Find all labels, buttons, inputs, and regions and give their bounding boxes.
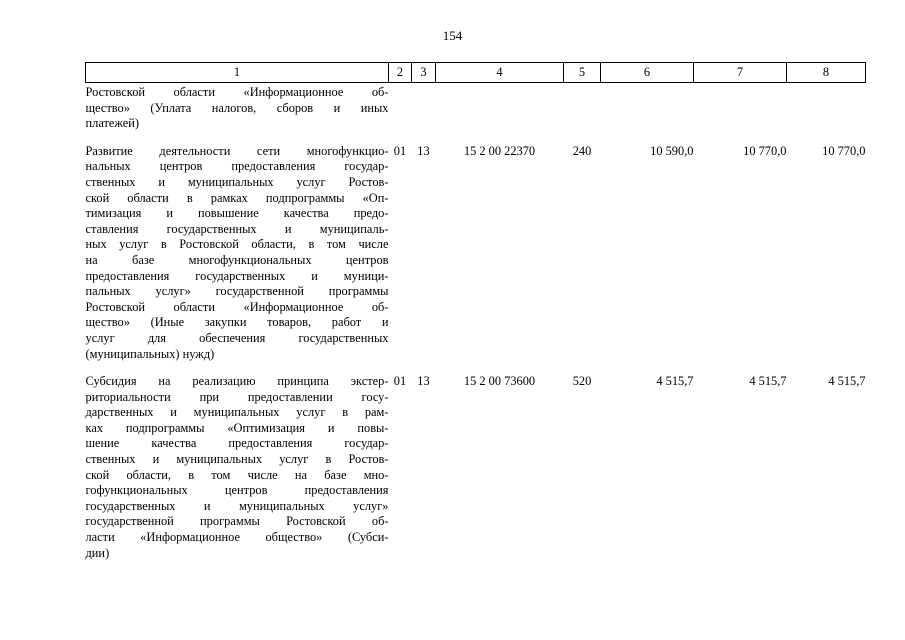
description-line: ской области в рамках подпрограммы «Оп-	[85, 190, 389, 205]
cell-subsection: 13	[417, 374, 430, 389]
table-row	[86, 132, 866, 362]
description-line: ках подпрограммы «Оптимизация и повы-	[85, 420, 389, 435]
description-line: Развитие деятельности сети многофункцио-	[85, 143, 389, 158]
table-row	[86, 362, 866, 561]
description-line: государственной программы Ростовской об-	[85, 514, 389, 529]
cell-section	[389, 83, 412, 132]
description-line: государственных и муниципальных услуг»	[85, 498, 389, 513]
cell-amount-6: 4 515,7	[656, 374, 694, 389]
cell-expense-type: 520	[572, 374, 592, 389]
cell-target-article: 15 2 00 22370	[463, 143, 536, 158]
description-line: (муниципальных) нужд)	[85, 346, 215, 361]
header-col-4: 4	[436, 63, 564, 83]
description-line: ственных и муниципальных услуг в Ростов-	[85, 452, 389, 467]
description-line: Субсидия на реализацию принципа экстер-	[85, 374, 389, 389]
row-description	[86, 132, 389, 362]
description-line: шение качества предоставления государ-	[85, 436, 389, 451]
description-line: риториальности при предоставлении госу-	[85, 389, 389, 404]
description-line: щество» (Иные закупки товаров, работ и	[85, 315, 389, 330]
description-line: гофункциональных центров предоставления	[85, 483, 389, 498]
cell-amount-6	[601, 83, 694, 132]
header-col-3: 3	[412, 63, 436, 83]
description-line: нальных центров предоставления государ-	[85, 159, 389, 174]
description-line: ственных и муниципальных услуг Ростов-	[85, 174, 389, 189]
page-number: 154	[442, 28, 463, 43]
header-col-7: 7	[694, 63, 787, 83]
table-row	[86, 83, 866, 132]
header-col-1: 1	[86, 63, 389, 83]
cell-amount-7	[694, 83, 787, 132]
description-line: предоставления государственных и муници-	[85, 268, 389, 283]
description-line: дии)	[85, 545, 110, 560]
description-line: Ростовской области «Информационное об-	[85, 299, 389, 314]
cell-expense-type	[564, 83, 601, 132]
description-line: платежей)	[85, 116, 140, 131]
cell-target-article	[436, 83, 564, 132]
cell-subsection: 13	[417, 143, 430, 158]
description-line: пальных услуг» государственной программы	[85, 284, 389, 299]
cell-section: 01	[393, 143, 407, 158]
row-description	[86, 83, 389, 132]
header-col-5: 5	[564, 63, 601, 83]
cell-expense-type: 240	[572, 143, 592, 158]
row-description	[86, 362, 389, 561]
cell-amount-8: 10 770,0	[822, 143, 866, 158]
cell-amount-8: 4 515,7	[828, 374, 866, 389]
header-col-2: 2	[389, 63, 412, 83]
description-line: ской области, в том числе на базе мно-	[85, 467, 389, 482]
description-line: щество» (Уплата налогов, сборов и иных	[85, 100, 389, 115]
header-col-6: 6	[601, 63, 694, 83]
description-line: услуг для обеспечения государственных	[85, 330, 389, 345]
cell-target-article: 15 2 00 73600	[463, 374, 536, 389]
description-line: на базе многофункциональных центров	[85, 252, 389, 267]
description-line: Ростовской области «Информационное об-	[85, 85, 389, 99]
cell-subsection	[412, 83, 436, 132]
budget-table	[85, 62, 866, 561]
description-line: ных услуг в Ростовской области, в том числе	[85, 237, 389, 252]
cell-amount-6: 10 590,0	[650, 143, 694, 158]
cell-amount-7: 4 515,7	[749, 374, 787, 389]
cell-amount-7: 10 770,0	[743, 143, 787, 158]
cell-section: 01	[393, 374, 407, 389]
header-row	[86, 63, 866, 83]
description-line: ставления государственных и муниципаль-	[85, 221, 389, 236]
description-line: ласти «Информационное общество» (Субси-	[85, 530, 389, 545]
description-line: дарственных и муниципальных услуг в рам-	[85, 405, 389, 420]
description-line: тимизация и повышение качества предо-	[85, 206, 389, 221]
header-col-8: 8	[787, 63, 866, 83]
cell-amount-8	[787, 83, 866, 132]
